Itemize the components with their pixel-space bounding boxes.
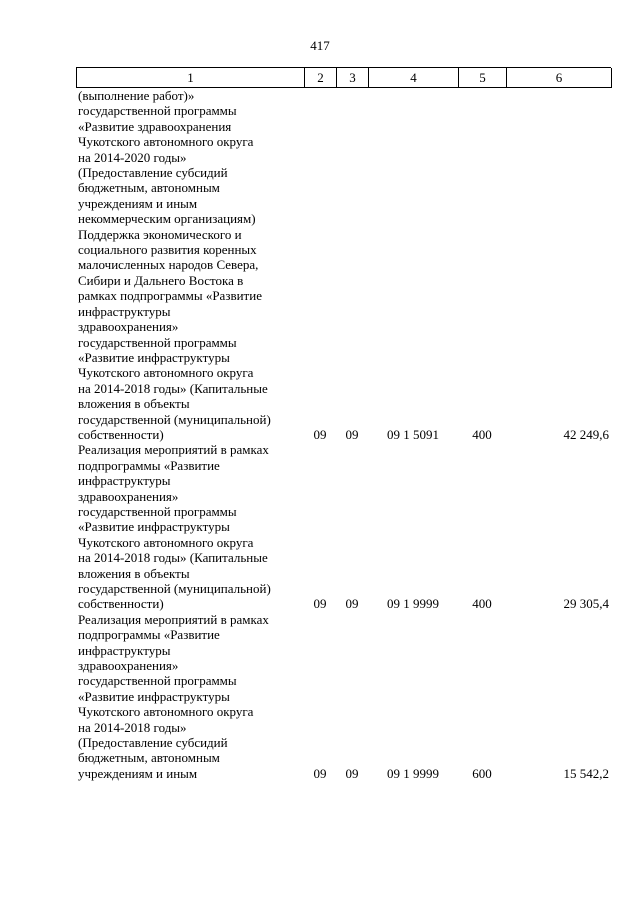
description-line: «Развитие инфраструктуры — [78, 519, 230, 535]
description-line: на 2014-2018 годы» (Капитальные — [78, 380, 268, 396]
description-line: инфраструктуры — [78, 642, 171, 658]
amount: 42 249,6 — [563, 426, 609, 442]
description-line: государственной программы — [78, 503, 237, 519]
description-line: вложения в объекты — [78, 396, 190, 412]
description-line: на 2014-2018 годы» (Капитальные — [78, 550, 268, 566]
expense-type-code: 400 — [472, 596, 492, 612]
subsection-code: 09 — [345, 596, 359, 612]
header-col-4: 4 — [369, 68, 459, 88]
header-col-3: 3 — [337, 68, 369, 88]
description-line: государственной программы — [78, 103, 237, 119]
page-number: 417 — [310, 38, 330, 53]
description-line: социального развития коренных — [78, 242, 257, 258]
description-line: «Развитие инфраструктуры — [78, 349, 230, 365]
header-col-2: 2 — [305, 68, 337, 88]
header-col-6: 6 — [507, 68, 612, 88]
description-line: Чукотского автономного округа — [78, 704, 254, 720]
description-line: Реализация мероприятий в рамках — [78, 442, 269, 458]
description-line: здравоохранения» — [78, 658, 179, 674]
description-line: (Предоставление субсидий — [78, 735, 228, 751]
program-code: 09 1 5091 — [387, 426, 439, 442]
description-line: здравоохранения» — [78, 319, 179, 335]
description-line: Реализация мероприятий в рамках — [78, 611, 269, 627]
description-line: «Развитие здравоохранения — [78, 118, 232, 134]
description-line: подпрограммы «Развитие — [78, 457, 220, 473]
table-header-row — [76, 67, 611, 88]
description-line: инфраструктуры — [78, 303, 171, 319]
description-line: «Развитие инфраструктуры — [78, 688, 230, 704]
subsection-code: 09 — [345, 765, 359, 781]
section-code: 09 — [313, 596, 327, 612]
description-line: (выполнение работ)» — [78, 88, 195, 103]
table-row — [76, 88, 611, 442]
row-description — [76, 88, 304, 442]
description-line: Чукотского автономного округа — [78, 365, 254, 381]
description-line: Поддержка экономического и — [78, 226, 242, 242]
description-line: подпрограммы «Развитие — [78, 627, 220, 643]
description-line: государственной программы — [78, 334, 237, 350]
description-line: малочисленных народов Севера, — [78, 257, 259, 273]
table-row — [76, 612, 611, 781]
table-row — [76, 442, 611, 611]
description-line: собственности) — [78, 596, 164, 612]
description-line: собственности) — [78, 426, 164, 442]
expense-type-code: 400 — [472, 426, 492, 442]
description-line: государственной программы — [78, 673, 237, 689]
expense-type-code: 600 — [472, 765, 492, 781]
description-line: государственной (муниципальной) — [78, 411, 271, 427]
description-line: учреждениям и иным — [78, 765, 198, 781]
description-line: на 2014-2018 годы» — [78, 719, 187, 735]
description-line: на 2014-2020 годы» — [78, 149, 187, 165]
row-description — [76, 612, 304, 781]
description-line: Чукотского автономного округа — [78, 534, 254, 550]
description-line: государственной (муниципальной) — [78, 581, 271, 596]
description-line: (Предоставление субсидий — [78, 165, 228, 181]
description-line: учреждениям и иным — [78, 195, 198, 211]
program-code: 09 1 9999 — [387, 765, 439, 781]
header-col-1: 1 — [77, 68, 305, 88]
description-line: бюджетным, автономным — [78, 750, 220, 766]
amount: 29 305,4 — [563, 596, 609, 612]
description-line: вложения в объекты — [78, 565, 190, 581]
amount: 15 542,2 — [563, 765, 609, 781]
section-code: 09 — [313, 765, 327, 781]
budget-table — [76, 67, 611, 781]
description-line: здравоохранения» — [78, 488, 179, 504]
description-line: бюджетным, автономным — [78, 180, 220, 196]
header-col-5: 5 — [459, 68, 507, 88]
program-code: 09 1 9999 — [387, 596, 439, 612]
section-code: 09 — [313, 426, 327, 442]
row-description — [76, 442, 304, 611]
description-line: инфраструктуры — [78, 473, 171, 489]
description-line: Чукотского автономного округа — [78, 134, 254, 150]
subsection-code: 09 — [345, 426, 359, 442]
table-body — [76, 88, 611, 781]
description-line: некоммерческим организациям) — [78, 211, 256, 227]
description-line: рамках подпрограммы «Развитие — [78, 288, 262, 304]
description-line: Сибири и Дальнего Востока в — [78, 272, 244, 288]
